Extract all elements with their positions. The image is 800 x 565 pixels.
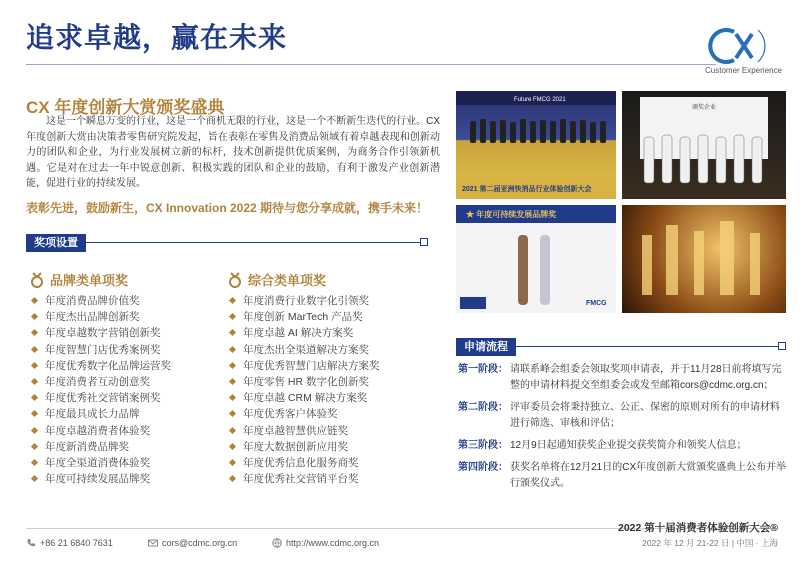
diamond-bullet-icon (229, 378, 236, 385)
bar-line (86, 242, 422, 243)
phone-icon (26, 538, 36, 548)
diamond-bullet-icon (31, 394, 38, 401)
medal-icon (30, 272, 44, 288)
list-item: 年度最具成长力品牌 (30, 406, 220, 422)
list-item: 年度全渠道消费体验奖 (30, 455, 220, 471)
footer-website[interactable]: http://www.cdmc.org.cn (272, 538, 379, 548)
process-step (458, 400, 788, 432)
award-title: CX 年度创新大赏颁奖盛典 (26, 98, 225, 117)
step-label: 第四阶段： (458, 462, 508, 473)
diamond-bullet-icon (31, 426, 38, 433)
general-awards-heading (228, 270, 438, 289)
mail-icon (148, 538, 158, 548)
step-label: 第三阶段： (458, 440, 508, 451)
diamond-bullet-icon (229, 313, 236, 320)
photo-sustainability-art (456, 205, 616, 313)
step-text: 获奖名单将在12月21日的CX年度创新大赏颁奖盛典上公布并举行颁奖仪式。 (510, 462, 787, 489)
header-divider (26, 64, 716, 65)
process-section-label: 申请流程 (456, 338, 516, 356)
list-item: 年度杰出全渠道解决方案奖 (228, 342, 438, 358)
photo3-logo: FMCG (586, 300, 607, 307)
awards-section-bar (26, 234, 430, 252)
photo-trophies (622, 205, 786, 313)
awards-section-label: 奖项设置 (26, 234, 86, 252)
list-item: 年度卓越数字营销创新奖 (30, 325, 220, 341)
list-item: 年度优秀社交营销案例奖 (30, 390, 220, 406)
step-text: 评审委员会将秉持独立、公正、保密的原则对所有的申请材料进行筛选、审核和评估； (510, 402, 780, 429)
photo3-banner: ★ 年度可持续发展品牌奖 (466, 210, 557, 219)
conference-date: 2022 年 12 月 21-22 日 | 中国 · 上海 (642, 538, 778, 548)
list-item: 年度杰出品牌创新奖 (30, 309, 220, 325)
page-title: 追求卓越，赢在未来 (26, 22, 288, 53)
list-item: 年度零售 HR 数字化创新奖 (228, 374, 438, 390)
award-slogan: 表彰先进，鼓励新生，CX Innovation 2022 期待与您分享成就，携手未来！ (26, 201, 429, 215)
logo-subtitle: Customer Experience (705, 66, 782, 75)
list-item: 年度消费品牌价值奖 (30, 293, 220, 309)
process-step (458, 460, 788, 492)
photo-trophies-art (622, 205, 786, 313)
process-section-bar (456, 338, 788, 356)
diamond-bullet-icon (31, 410, 38, 417)
footer-email[interactable]: cors@cdmc.org.cn (148, 538, 237, 548)
step-label: 第二阶段： (458, 402, 508, 413)
award-intro: 这是一个瞬息万变的行业，这是一个商机无限的行业，这是一个不断新生迭代的行业。CX年度创新大赏由决策者零售研究院发起，旨在表彰在零售及消费品领域有着卓越表现和创新动力的团队和企业，为行业发展树立新的标杆，技术创新提供优质案例，为商务合作引领新机遇。它是对在过去一年中锐意创新、积极实践的团队和企业的鼓励，有利于激发产业创新潜能，促进行业的持续发展。 (26, 116, 440, 190)
process-step (458, 362, 788, 394)
conference-title: 2022 第十届消费者体验创新大会® (617, 522, 778, 534)
photo-sustainability-award (456, 205, 616, 313)
diamond-bullet-icon (229, 410, 236, 417)
photo-winners-art (622, 91, 786, 199)
photo-stage-group (456, 91, 616, 199)
diamond-bullet-icon (229, 475, 236, 482)
diamond-bullet-icon (229, 394, 236, 401)
list-item: 年度新消费品牌奖 (30, 439, 220, 455)
photo-stage-group-art (456, 91, 616, 199)
diamond-bullet-icon (229, 443, 236, 450)
diamond-bullet-icon (229, 297, 236, 304)
brand-awards-title: 品牌类单项奖 (50, 273, 129, 288)
list-item: 年度大数据创新应用奖 (228, 439, 438, 455)
step-text: 12月9日起通知获奖企业提交获奖简介和领奖人信息； (510, 440, 747, 451)
medal-icon (228, 272, 242, 288)
list-item: 年度消费行业数字化引领奖 (228, 293, 438, 309)
diamond-bullet-icon (31, 362, 38, 369)
list-item: 年度优秀社交营销平台奖 (228, 471, 438, 487)
list-item: 年度优秀信息化服务商奖 (228, 455, 438, 471)
diamond-bullet-icon (229, 329, 236, 336)
list-item: 年度智慧门店优秀案例奖 (30, 342, 220, 358)
footer-phone: +86 21 6840 7631 (26, 538, 113, 548)
diamond-bullet-icon (31, 378, 38, 385)
brand-awards (30, 270, 220, 487)
list-item: 年度卓越智慧供应链奖 (228, 423, 438, 439)
diamond-bullet-icon (31, 329, 38, 336)
bar-end (420, 238, 428, 246)
general-awards (228, 270, 438, 487)
brand-awards-heading (30, 270, 220, 289)
step-label: 第一阶段： (458, 364, 508, 375)
diamond-bullet-icon (229, 426, 236, 433)
diamond-bullet-icon (229, 346, 236, 353)
diamond-bullet-icon (31, 475, 38, 482)
list-item: 年度卓越消费者体验奖 (30, 423, 220, 439)
photo1-top-text: Future FMCG 2021 (514, 97, 566, 103)
general-awards-list (228, 293, 438, 487)
list-item: 年度消费者互动创意奖 (30, 374, 220, 390)
list-item: 年度优秀智慧门店解决方案奖 (228, 358, 438, 374)
diamond-bullet-icon (31, 313, 38, 320)
photo1-banner: 2021 第二届亚洲快消品行业体验创新大会 (462, 186, 592, 193)
globe-icon (272, 538, 282, 548)
photo-winners (622, 91, 786, 199)
diamond-bullet-icon (31, 459, 38, 466)
list-item: 年度创新 MarTech 产品奖 (228, 309, 438, 325)
list-item: 年度优秀客户体验奖 (228, 406, 438, 422)
diamond-bullet-icon (31, 346, 38, 353)
cx-logo-icon (706, 22, 778, 70)
diamond-bullet-icon (229, 362, 236, 369)
diamond-bullet-icon (31, 443, 38, 450)
process-step (458, 438, 788, 454)
bar-end (778, 342, 786, 350)
photo2-caption: 颁奖企业 (692, 105, 717, 111)
bar-line (516, 346, 780, 347)
step-text: 请联系峰会组委会领取奖项申请表，并于11月28日前将填写完整的申请材料提交至组委会或发至邮箱cors@cdmc.org.cn； (510, 364, 782, 391)
list-item: 年度卓越 CRM 解决方案奖 (228, 390, 438, 406)
diamond-bullet-icon (31, 297, 38, 304)
diamond-bullet-icon (229, 459, 236, 466)
list-item: 年度卓越 AI 解决方案奖 (228, 325, 438, 341)
general-awards-title: 综合类单项奖 (248, 273, 327, 288)
process-steps (458, 362, 788, 492)
cx-logo (706, 22, 778, 70)
brand-awards-list (30, 293, 220, 487)
list-item: 年度优秀数字化品牌运营奖 (30, 358, 220, 374)
list-item: 年度可持续发展品牌奖 (30, 471, 220, 487)
